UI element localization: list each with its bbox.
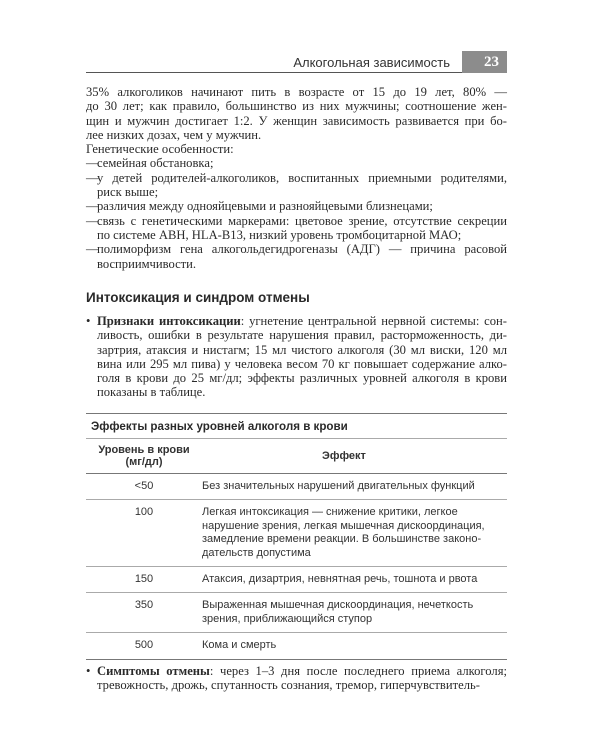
text-line: связь с генетическими маркерами: цветовое зрение, отсутствие секреции (97, 213, 507, 228)
text-line: восприимчивости. (97, 256, 197, 271)
list-item (86, 199, 507, 213)
table-header-row (86, 439, 507, 473)
dash-marker: — (86, 199, 99, 214)
text-line: вина или 295 мл пива) у человека весом 70 кг повышает содержание алко- (97, 356, 507, 371)
text-line: 35% алкоголиков начинают пить в возрасте от 15 до 19 лет, 80% — (86, 85, 507, 99)
effect-line: зрения, приближающийся ступор (202, 612, 373, 625)
intoxication-bullet (86, 314, 507, 400)
header-level-unit: (мг/дл) (125, 456, 163, 468)
table-row (86, 633, 507, 658)
table-title: Эффекты разных уровней алкоголя в крови (91, 420, 348, 433)
text-line: до 30 лет; как правило, большинство из них мужчины; соотношение жен- (86, 99, 507, 114)
text-line: Симптомы отмены: через 1–3 дня после последнего приема алкоголя; (97, 664, 507, 678)
effect-line: нарушение зрения, легкая мышечная дискоординация, (202, 519, 485, 532)
table-row (86, 593, 507, 632)
text-line: ливость, ошибки в результате нарушения правил, расторможенность, ди- (97, 328, 507, 343)
effect-line: дательств допустима (202, 546, 311, 559)
withdrawal-bullet (86, 664, 507, 693)
cell-level: 350 (134, 599, 154, 612)
list-item (86, 242, 507, 271)
cell-level: 500 (134, 639, 154, 652)
cell-level: <50 (134, 480, 154, 492)
intro-text (86, 85, 507, 271)
dash-marker: — (86, 242, 99, 257)
genetic-label: Генетические особенности: (86, 142, 234, 157)
text-line: показаны в таблице. (97, 385, 206, 400)
cell-effect (202, 573, 507, 586)
list-item (86, 171, 507, 200)
header-level-line: Уровень в крови (98, 444, 190, 456)
cell-effect (202, 639, 507, 652)
dash-marker: — (86, 170, 99, 185)
text-line: различия между однояйцевыми и разнояйцевыми близнецами; (97, 199, 433, 214)
bullet-marker: • (86, 314, 91, 328)
alcohol-effects-table (86, 413, 507, 660)
cell-effect (202, 599, 507, 626)
effect-line: Атаксия, дизартрия, невнятная речь, тошнота и рвота (202, 573, 478, 586)
text-line: полиморфизм гена алкогольдегидрогеназы (АДГ) — причина расовой (97, 242, 507, 257)
effect-line: Кома и смерть (202, 639, 277, 652)
bullet-term: Симптомы отмены (97, 664, 210, 678)
cell-level: 150 (134, 573, 154, 586)
text-line: Признаки интоксикации: угнетение центральной нервной системы: сон- (97, 314, 507, 328)
effect-line: Без значительных нарушений двигательных функций (202, 480, 475, 492)
text-line: лее низких дозах, чем у мужчин. (86, 127, 262, 142)
text-line: риск выше; (97, 185, 159, 200)
list-item (86, 156, 507, 170)
effect-line: Выраженная мышечная дискоординация, нечеткость (202, 599, 474, 612)
text-line: семейная обстановка; (97, 156, 214, 171)
genetic-list (86, 156, 507, 270)
dash-marker: — (86, 213, 99, 228)
table-row (86, 474, 507, 499)
table-row (86, 567, 507, 592)
text-line: щин и мужчин достигает 1:2. У женщин зависимость развивается при бо- (86, 113, 507, 128)
cell-level: 100 (134, 506, 154, 519)
effect-line: замедление времени реакции. В большинстве законо- (202, 533, 482, 546)
row-divider (86, 659, 507, 660)
text-line: зартрия, атаксия и нистагм; 15 мл чистого алкоголя (30 мл виски, 120 мл (97, 342, 507, 357)
text-line: у детей родителей-алкоголиков, воспитанных приемными родителями, (97, 170, 507, 185)
list-item (86, 214, 507, 243)
bullet-marker: • (86, 664, 91, 678)
text-line: по системе ABH, HLA-B13, низкий уровень тромбоцитарной МАО; (97, 227, 462, 242)
dash-marker: — (86, 156, 99, 171)
running-title: Алкогольная зависимость (293, 55, 450, 70)
cell-effect (202, 480, 507, 493)
cell-effect (202, 506, 507, 560)
table-row (86, 500, 507, 566)
effect-line: Легкая интоксикация — снижение критики, легкое (202, 506, 458, 519)
bullet-term: Признаки интоксикации (97, 314, 241, 328)
header-level (86, 444, 202, 468)
text-line: тревожность, дрожь, спутанность сознания, тремор, гиперчувствитель- (97, 678, 480, 693)
section-heading: Интоксикация и синдром отмены (86, 290, 310, 305)
text-line: голя в крови до 25 мг/дл; эффекты различных уровней алкоголя в крови (97, 371, 507, 386)
header-effect: Эффект (322, 450, 366, 462)
header-rule (86, 72, 462, 73)
page-number: 23 (462, 51, 507, 73)
